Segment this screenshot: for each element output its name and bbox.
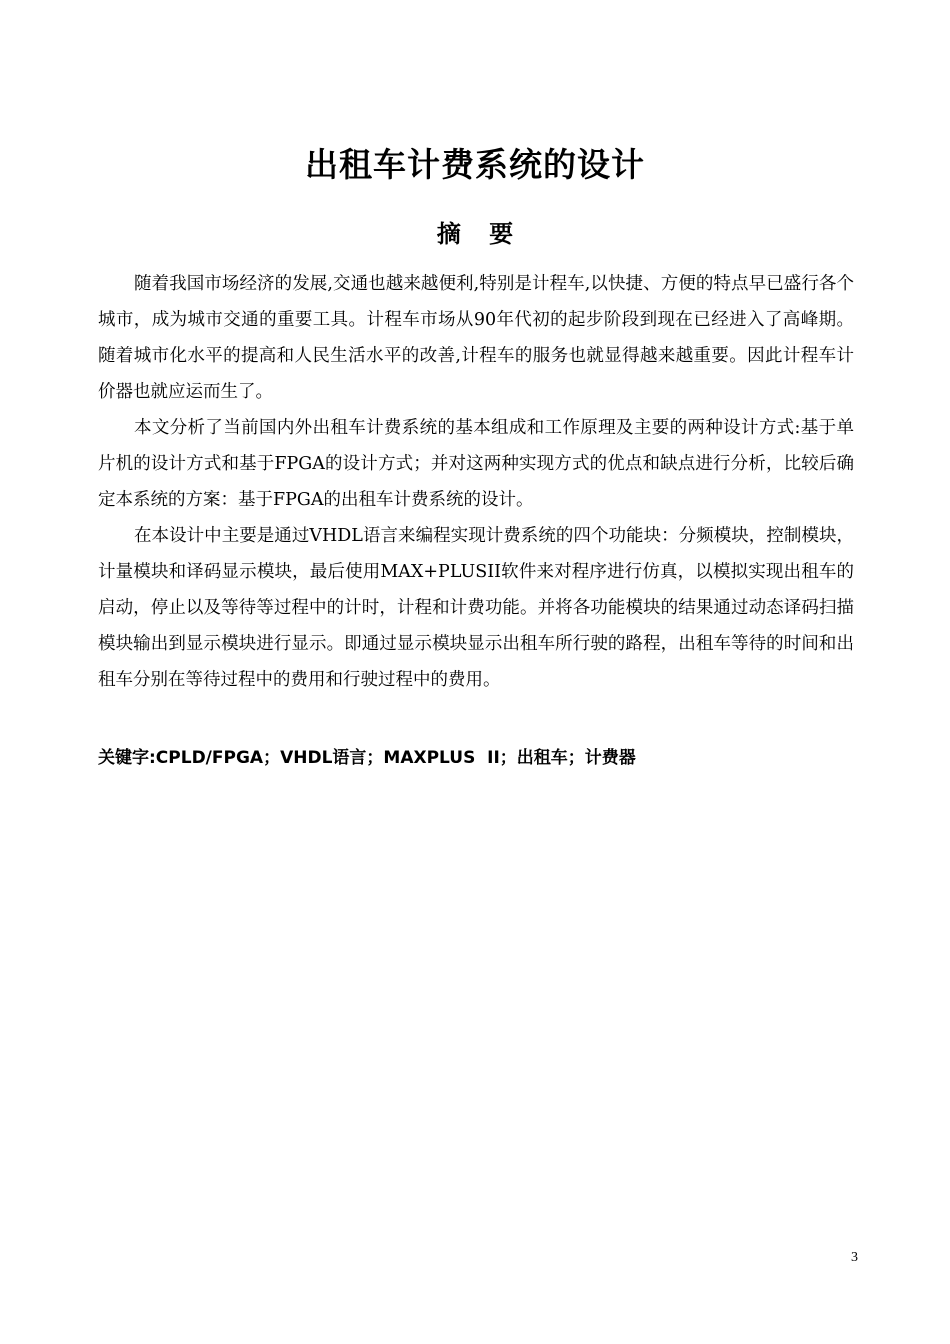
abstract-heading: 摘 要 xyxy=(436,220,524,248)
page-number: 3 xyxy=(851,1250,858,1265)
document-title: 出租车计费系统的设计 xyxy=(305,145,645,184)
abstract-paragraph-2: 本文分析了当前国内外出租车计费系统的基本组成和工作原理及主要的两种设计方式:基于单片机的设计方式和基于FPGA的设计方式；并对这两种实现方式的优点和缺点进行分析，比较后确定本系统的方案：基于FPGA的出租车计费系统的设计。 xyxy=(98,418,854,510)
abstract-body xyxy=(98,266,854,698)
keywords-line: 关键字:CPLD/FPGA；VHDL语言；MAXPLUS II；出租车；计费器 xyxy=(98,748,636,768)
abstract-paragraph-3: 在本设计中主要是通过VHDL语言来编程实现计费系统的四个功能块：分频模块，控制模块，计量模块和译码显示模块，最后使用MAX+PLUSII软件来对程序进行仿真，以模拟实现出租车的启动，停止以及等待等过程中的计时，计程和计费功能。并将各功能模块的结果通过动态译码扫描模块输出到显示模块进行显示。即通过显示模块显示出租车所行驶的路程，出租车等待的时间和出租车分别在等待过程中的费用和行驶过程中的费用。 xyxy=(98,526,854,690)
abstract-paragraph-1: 随着我国市场经济的发展,交通也越来越便利,特别是计程车,以快捷、方便的特点早已盛行各个城市，成为城市交通的重要工具。计程车市场从90年代初的起步阶段到现在已经进入了高峰期。随着城市化水平的提高和人民生活水平的改善,计程车的服务也就显得越来越重要。因此计程车计价器也就应运而生了。 xyxy=(98,274,854,402)
